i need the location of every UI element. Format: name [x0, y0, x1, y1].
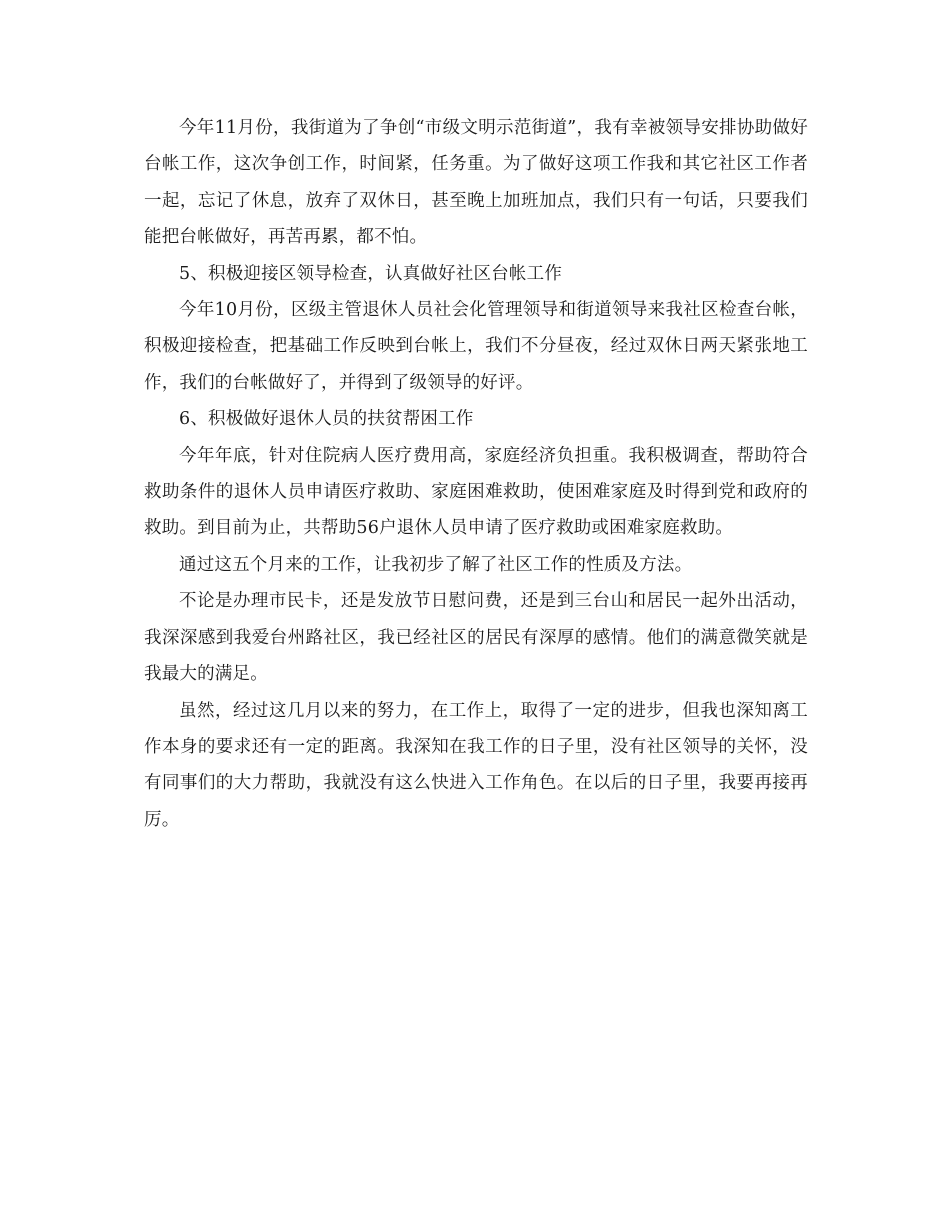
paragraph-1: 今年11月份，我街道为了争创“市级文明示范街道”，我有幸被领导安排协助做好台帐工作，这次争创工作，时间紧，任务重。为了做好这项工作我和其它社区工作者一起，忘记了休息，放弃了双休日，甚至晚上加班加点，我们只有一句话，只要我们能把台帐做好，再苦再累，都不怕。 [144, 118, 808, 248]
paragraph-3: 今年年底，针对住院病人医疗费用高，家庭经济负担重。我积极调查，帮助符合救助条件的退休人员申请医疗救助、家庭困难救助，使困难家庭及时得到党和政府的救助。到目前为止，共帮助56户退休人员申请了医疗救助或困难家庭救助。 [144, 445, 808, 539]
paragraph-5: 不论是办理市民卡，还是发放节日慰问费，还是到三台山和居民一起外出活动，我深深感到我爱台州路社区，我已经社区的居民有深厚的感情。他们的满意微笑就是我最大的满足。 [144, 591, 808, 685]
paragraph-4: 通过这五个月来的工作，让我初步了解了社区工作的性质及方法。 [179, 554, 693, 575]
document-body [144, 110, 808, 838]
paragraph-2: 今年10月份，区级主管退休人员社会化管理领导和街道领导来我社区检查台帐，积极迎接检查，把基础工作反映到台帐上，我们不分昼夜，经过双休日两天紧张地工作，我们的台帐做好了，并得到了级领导的好评。 [144, 300, 808, 393]
section-heading-5: 5、积极迎接区领导检查，认真做好社区台帐工作 [179, 263, 563, 284]
paragraph-6: 虽然，经过这几月以来的努力，在工作上，取得了一定的进步，但我也深知离工作本身的要求还有一定的距离。我深知在我工作的日子里，没有社区领导的关怀，没有同事们的大力帮助，我就没有这么快进入工作角色。在以后的日子里，我要再接再厉。 [144, 700, 808, 830]
section-heading-6: 6、积极做好退休人员的扶贫帮困工作 [179, 409, 474, 430]
